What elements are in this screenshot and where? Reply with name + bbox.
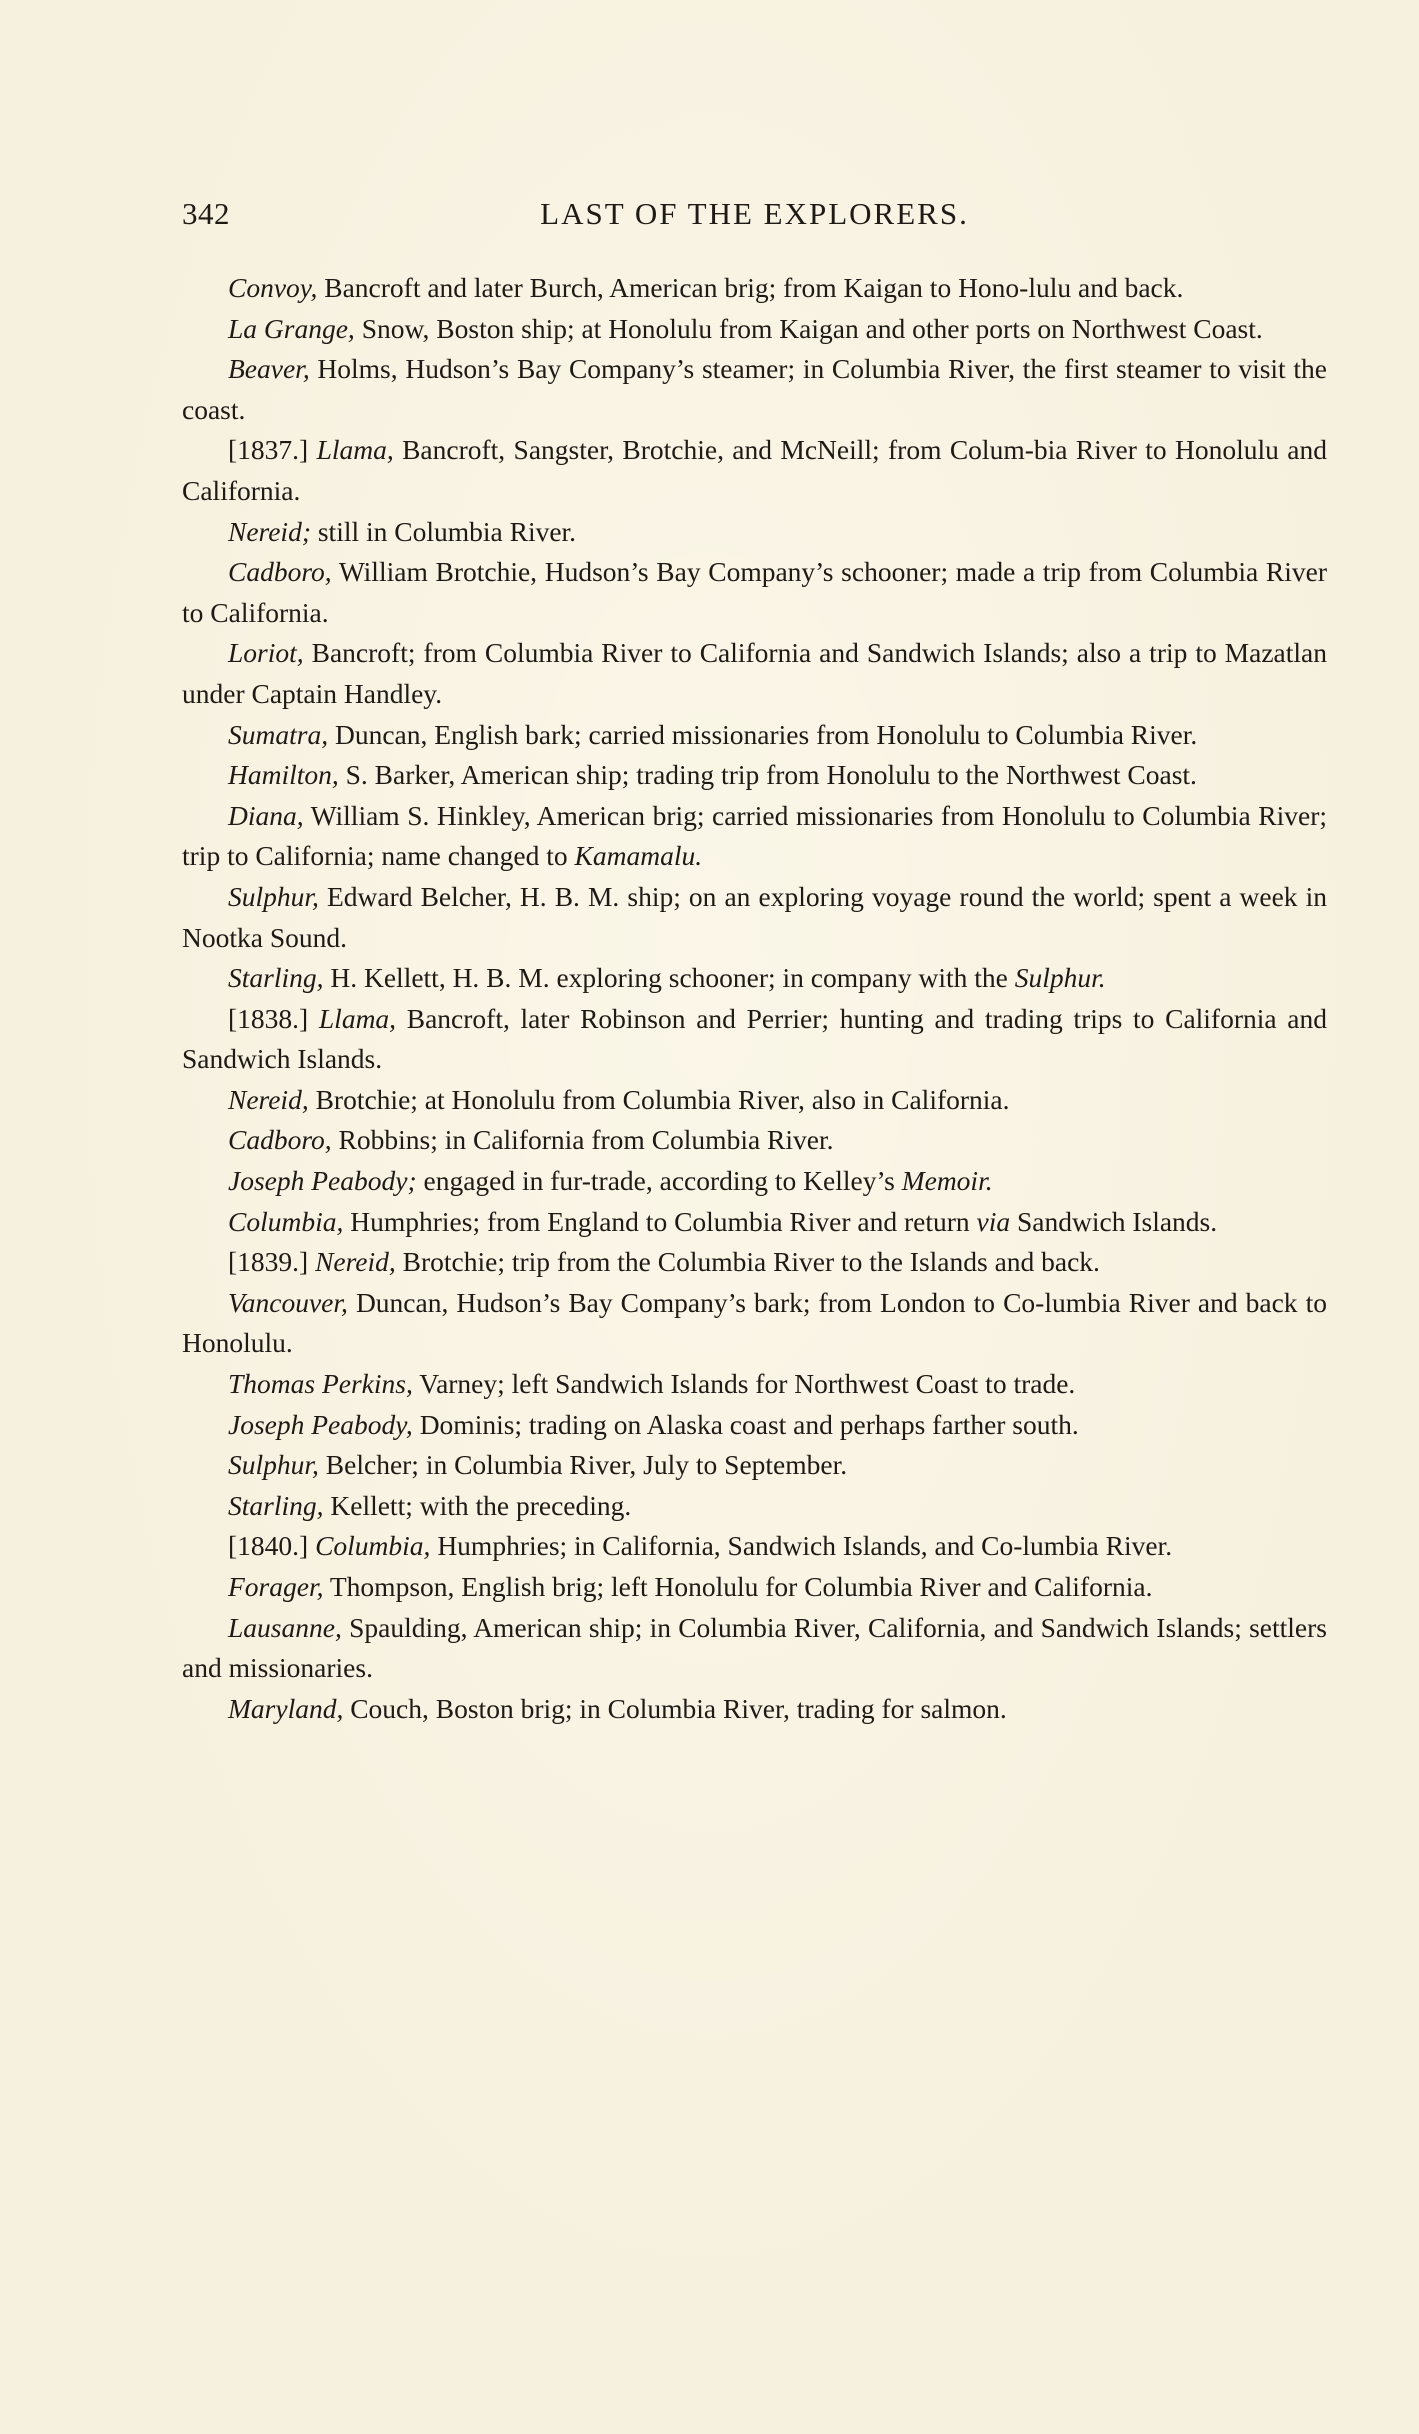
ship-entry	[182, 1567, 1327, 1608]
ship-name: Nereid;	[228, 515, 311, 547]
page-header	[182, 196, 1327, 242]
entry-description: Bancroft, Sangster, Brotchie, and McNeill; from Colum-bia River to Honolulu and California.	[182, 434, 1327, 506]
entry-description: Spaulding, American ship; in Columbia River, California, and Sandwich Islands; settlers and missionaries.	[182, 1611, 1327, 1684]
year-marker: [1839.]	[228, 1246, 316, 1278]
italic-reference: Kamamalu.	[574, 840, 703, 872]
entry-description: Duncan, Hudson’s Bay Company’s bark; from London to Co-lumbia River and back to Honolulu.	[182, 1286, 1327, 1359]
entry-description: William S. Hinkley, American brig; carried missionaries from Honolulu to Columbia River; trip to California; name changed to	[182, 799, 1327, 872]
ship-entry	[182, 1486, 1327, 1527]
ship-name: Cadboro,	[228, 556, 332, 588]
entry-description: Belcher; in Columbia River, July to September.	[318, 1449, 848, 1481]
ship-entry	[182, 715, 1327, 756]
entry-description: Bancroft; from Columbia River to California and Sandwich Islands; also a trip to Mazatlan under Captain Handley.	[182, 637, 1327, 709]
ship-entry	[182, 268, 1327, 309]
ship-entry	[182, 1364, 1327, 1405]
ship-entry	[182, 552, 1327, 633]
ship-name: Loriot,	[228, 637, 304, 669]
entry-description: Couch, Boston brig; in Columbia River, trading for salmon.	[343, 1692, 1007, 1724]
ship-entry	[182, 999, 1327, 1080]
entry-description: still in Columbia River.	[310, 515, 577, 547]
italic-reference: via	[976, 1205, 1011, 1237]
entry-description: Duncan, English bark; carried missionaries from Honolulu to Columbia River.	[328, 718, 1198, 750]
ship-name: Maryland,	[228, 1692, 344, 1724]
entry-description: engaged in fur-trade, according to Kelley’s	[416, 1165, 902, 1197]
ship-entry	[182, 1283, 1327, 1364]
ship-name: Columbia,	[315, 1530, 431, 1562]
ship-entry	[182, 430, 1327, 511]
ship-entry	[182, 1120, 1327, 1161]
year-marker: [1838.]	[228, 1002, 319, 1034]
ship-entry	[182, 796, 1327, 877]
ship-name: Sulphur,	[228, 1449, 319, 1481]
ship-name: Thomas Perkins,	[228, 1368, 413, 1400]
entry-description: Dominis; trading on Alaska coast and perhaps farther south.	[412, 1408, 1079, 1440]
ship-entry	[182, 309, 1327, 350]
entry-description: Bancroft and later Burch, American brig; from Kaigan to Hono-lulu and back.	[317, 272, 1184, 303]
year-marker: [1840.]	[228, 1530, 316, 1562]
ship-entry	[182, 1405, 1327, 1446]
ship-name: Cadboro,	[228, 1124, 332, 1156]
entry-description: Varney; left Sandwich Islands for Northwest Coast to trade.	[412, 1368, 1076, 1400]
ship-entry	[182, 1445, 1327, 1486]
ship-name: Sulphur,	[228, 880, 319, 912]
entry-description: H. Kellett, H. B. M. exploring schooner; in company with the	[323, 962, 1015, 994]
entry-description: Snow, Boston ship; at Honolulu from Kaigan and other ports on Northwest Coast.	[354, 312, 1263, 344]
entry-description: Kellett; with the preceding.	[323, 1489, 632, 1521]
ship-name: Lausanne,	[228, 1611, 342, 1643]
ship-name: Hamilton,	[228, 759, 339, 791]
ship-entry	[182, 1242, 1327, 1283]
ship-name: Nereid,	[315, 1246, 396, 1278]
ship-name: Beaver,	[228, 353, 310, 385]
running-title: LAST OF THE EXPLORERS.	[540, 196, 969, 231]
entry-description: Robbins; in California from Columbia River.	[331, 1124, 834, 1156]
entry-description: William Brotchie, Hudson’s Bay Company’s schooner; made a trip from Columbia River to California.	[182, 556, 1327, 628]
ship-entry	[182, 1080, 1327, 1121]
entry-description: Thompson, English brig; left Honolulu for Columbia River and California.	[323, 1571, 1153, 1602]
ship-name: Joseph Peabody,	[228, 1408, 413, 1440]
entry-description: Humphries; from England to Columbia River and return	[343, 1205, 977, 1237]
entry-description: Edward Belcher, H. B. M. ship; on an exploring voyage round the world; spent a week in Nootka Sound.	[182, 880, 1327, 953]
ship-entry	[182, 633, 1327, 714]
ship-entry	[182, 877, 1327, 958]
ship-name: Starling,	[228, 962, 324, 994]
ship-name: Convoy,	[228, 272, 318, 303]
ship-entry	[182, 755, 1327, 796]
ship-entry	[182, 1689, 1327, 1730]
italic-reference: Sulphur.	[1014, 962, 1106, 994]
ship-name: Forager,	[228, 1571, 324, 1602]
ship-name: La Grange,	[228, 312, 355, 344]
ship-entry	[182, 958, 1327, 999]
ship-name: Diana,	[228, 799, 304, 831]
ship-entry	[182, 1608, 1327, 1689]
ship-name: Starling,	[228, 1489, 324, 1521]
ship-entry	[182, 1202, 1327, 1243]
entry-description: Humphries; in California, Sandwich Islands, and Co-lumbia River.	[430, 1530, 1173, 1562]
entry-description: Bancroft, later Robinson and Perrier; hunting and trading trips to California and Sandwich Islands.	[182, 1002, 1327, 1075]
italic-reference: Memoir.	[901, 1165, 993, 1197]
ship-entry	[182, 349, 1327, 430]
ship-entry	[182, 1526, 1327, 1567]
entry-description: Brotchie; at Honolulu from Columbia River, also in California.	[308, 1083, 1010, 1115]
ship-entry	[182, 512, 1327, 553]
entry-description: Brotchie; trip from the Columbia River to the Islands and back.	[395, 1246, 1100, 1278]
year-marker: [1837.]	[228, 434, 317, 466]
entry-description-tail: Sandwich Islands.	[1010, 1205, 1218, 1237]
ship-list	[182, 268, 1327, 1729]
ship-name: Llama,	[318, 1002, 397, 1034]
ship-name: Sumatra,	[228, 718, 329, 750]
page-number: 342	[182, 196, 230, 231]
entry-description: S. Barker, American ship; trading trip from Honolulu to the Northwest Coast.	[338, 759, 1197, 791]
ship-name: Llama,	[316, 434, 394, 466]
ship-name: Columbia,	[228, 1205, 344, 1237]
ship-name: Vancouver,	[228, 1286, 348, 1318]
entry-description: Holms, Hudson’s Bay Company’s steamer; in Columbia River, the first steamer to visit the coast.	[182, 353, 1327, 425]
ship-entry	[182, 1161, 1327, 1202]
ship-name: Joseph Peabody;	[228, 1165, 417, 1197]
ship-name: Nereid,	[228, 1083, 309, 1115]
